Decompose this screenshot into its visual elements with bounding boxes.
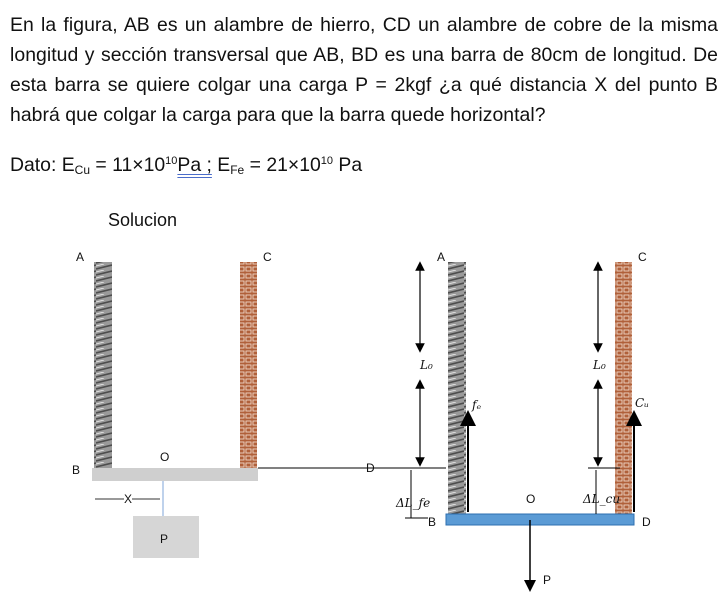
label-p-right: P <box>543 573 552 587</box>
dato-fe-unit: Pa <box>333 154 363 176</box>
dato-cu-unit: Pa ; <box>177 154 212 176</box>
bar-bd-left <box>92 468 258 481</box>
label-c-left: C <box>263 250 272 264</box>
label-delta-l-cu: ΔL_cu <box>583 492 621 506</box>
dato-fe-sub: Fe <box>230 163 245 177</box>
label-b-left: B <box>72 463 81 477</box>
label-a-right: A <box>437 250 446 264</box>
dato-cu-sub: Cu <box>74 163 91 177</box>
solucion-heading: Solucion <box>108 210 178 230</box>
label-cu-force: Cᵤ <box>635 396 649 410</box>
copper-wire-right <box>615 262 632 514</box>
label-fe-force: fₑ <box>472 398 482 412</box>
label-o-right: O <box>526 492 536 506</box>
label-a-left: A <box>76 250 85 264</box>
label-l0-right: L₀ <box>593 358 606 372</box>
label-d-left: D <box>366 461 375 475</box>
label-d-right: D <box>642 515 651 529</box>
label-c-right: C <box>638 250 647 264</box>
dato-cu-exp: 10 <box>165 155 178 167</box>
dato-fe-prefix: E <box>211 154 231 176</box>
bar-bd-right <box>446 514 634 525</box>
label-b-right: B <box>428 515 437 529</box>
iron-wire-right <box>448 262 466 514</box>
iron-wire-left <box>94 262 112 470</box>
problem-statement: En la figura, AB es un alambre de hierro, CD un alambre de cobre de la misma longitud y sección transversal que AB, BD es una barra de 80cm de longitud. De esta barra se quiere colgar una carga P = 2kgf ¿a qué distancia X del punto B habrá que colgar la carga para que la barra quede horizontal? <box>10 14 718 126</box>
label-p-left: P <box>160 532 169 546</box>
dato-prefix: Dato: E <box>10 154 75 176</box>
dato-fe-exp: 10 <box>320 155 334 167</box>
copper-wire-left <box>240 262 257 470</box>
label-o-left: O <box>160 450 170 464</box>
label-delta-l-fe: ΔL_fe <box>396 496 431 510</box>
label-l0-left: L₀ <box>420 358 433 372</box>
dato-cu-value: = 11×10 <box>90 154 166 176</box>
label-x: X <box>124 492 133 506</box>
dato-fe-value: = 21×10 <box>244 154 321 176</box>
